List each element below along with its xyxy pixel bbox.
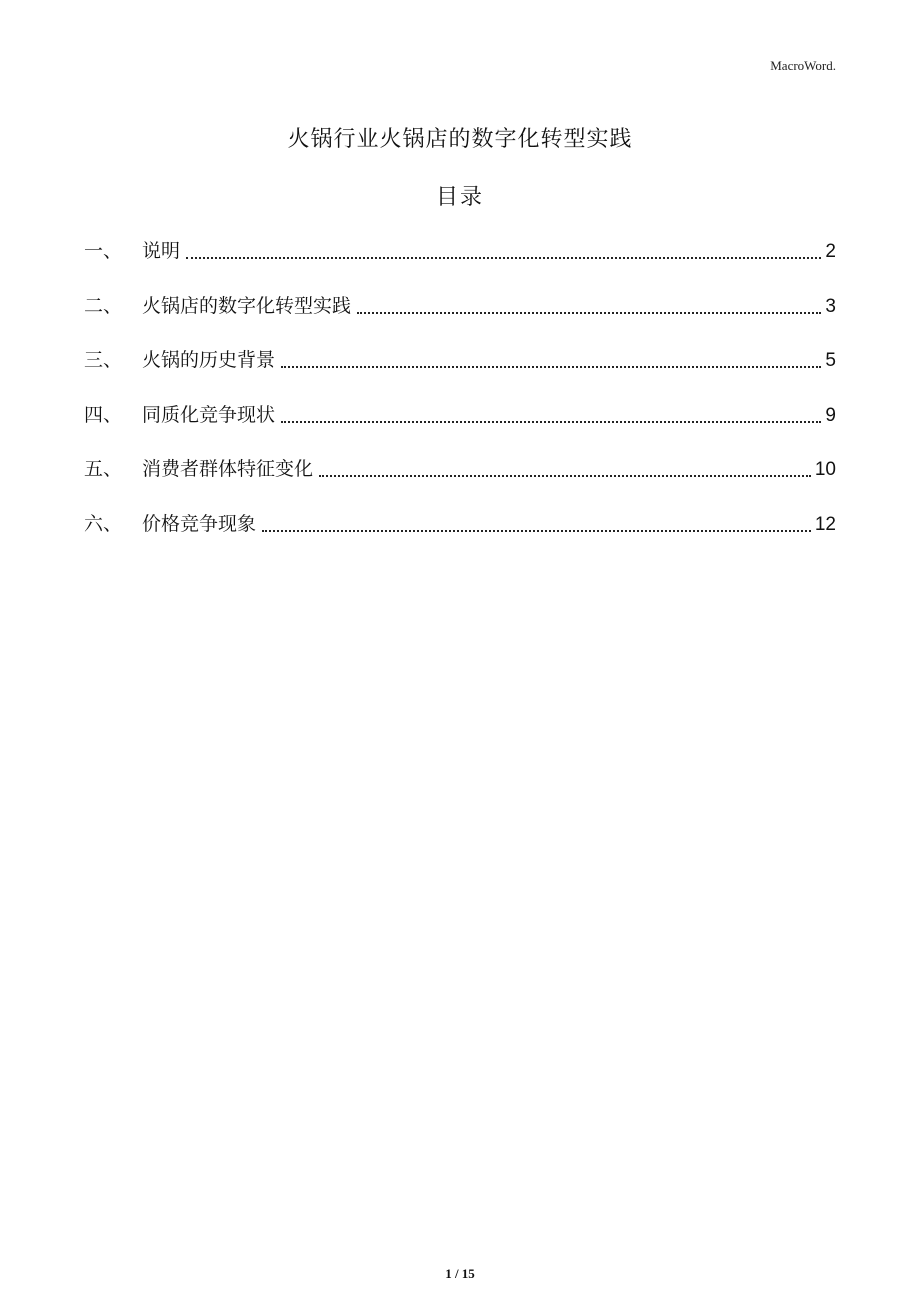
toc-dot-leader bbox=[281, 366, 821, 368]
toc-entry-label: 同质化竞争现状 bbox=[142, 403, 276, 426]
toc-entry-label: 说明 bbox=[142, 240, 181, 262]
toc-entry-2[interactable] bbox=[84, 291, 836, 321]
toc-dot-leader bbox=[319, 475, 811, 477]
toc-entry-5[interactable] bbox=[84, 454, 836, 484]
page-number-indicator: 1 / 15 bbox=[445, 1266, 475, 1281]
toc-entry-4[interactable] bbox=[84, 400, 836, 430]
toc-entry-label: 价格竞争现象 bbox=[142, 512, 257, 535]
toc-entry-page: 5 bbox=[825, 350, 836, 372]
toc-entry-page: 3 bbox=[825, 295, 836, 317]
toc-entry-1[interactable] bbox=[84, 236, 836, 266]
toc-entry-3[interactable] bbox=[84, 345, 836, 375]
toc-entry-page: 9 bbox=[825, 404, 836, 426]
toc-dot-leader bbox=[262, 530, 811, 532]
toc-dot-leader bbox=[281, 421, 821, 423]
toc-heading: 目录 bbox=[435, 185, 484, 210]
toc-entry-label: 消费者群体特征变化 bbox=[142, 458, 314, 481]
toc-entry-number: 一、 bbox=[84, 240, 123, 262]
toc-dot-leader bbox=[186, 257, 821, 259]
toc-entry-label: 火锅店的数字化转型实践 bbox=[142, 294, 352, 317]
toc-entry-number: 五、 bbox=[84, 458, 123, 481]
toc-entry-number: 六、 bbox=[84, 512, 123, 535]
toc-dot-leader bbox=[357, 312, 821, 314]
toc-entry-6[interactable] bbox=[84, 509, 836, 539]
toc-entry-number: 三、 bbox=[84, 349, 123, 372]
toc-entry-number: 二、 bbox=[84, 294, 123, 317]
table-of-contents bbox=[84, 236, 836, 564]
toc-entry-page: 2 bbox=[825, 241, 836, 262]
toc-entry-number: 四、 bbox=[84, 403, 123, 426]
toc-entry-page: 10 bbox=[814, 459, 836, 481]
toc-entry-page: 12 bbox=[814, 513, 836, 535]
toc-entry-label: 火锅的历史背景 bbox=[142, 349, 276, 372]
document-title: 火锅行业火锅店的数字化转型实践 bbox=[287, 127, 633, 152]
header-watermark-text: MacroWord. bbox=[770, 58, 836, 73]
